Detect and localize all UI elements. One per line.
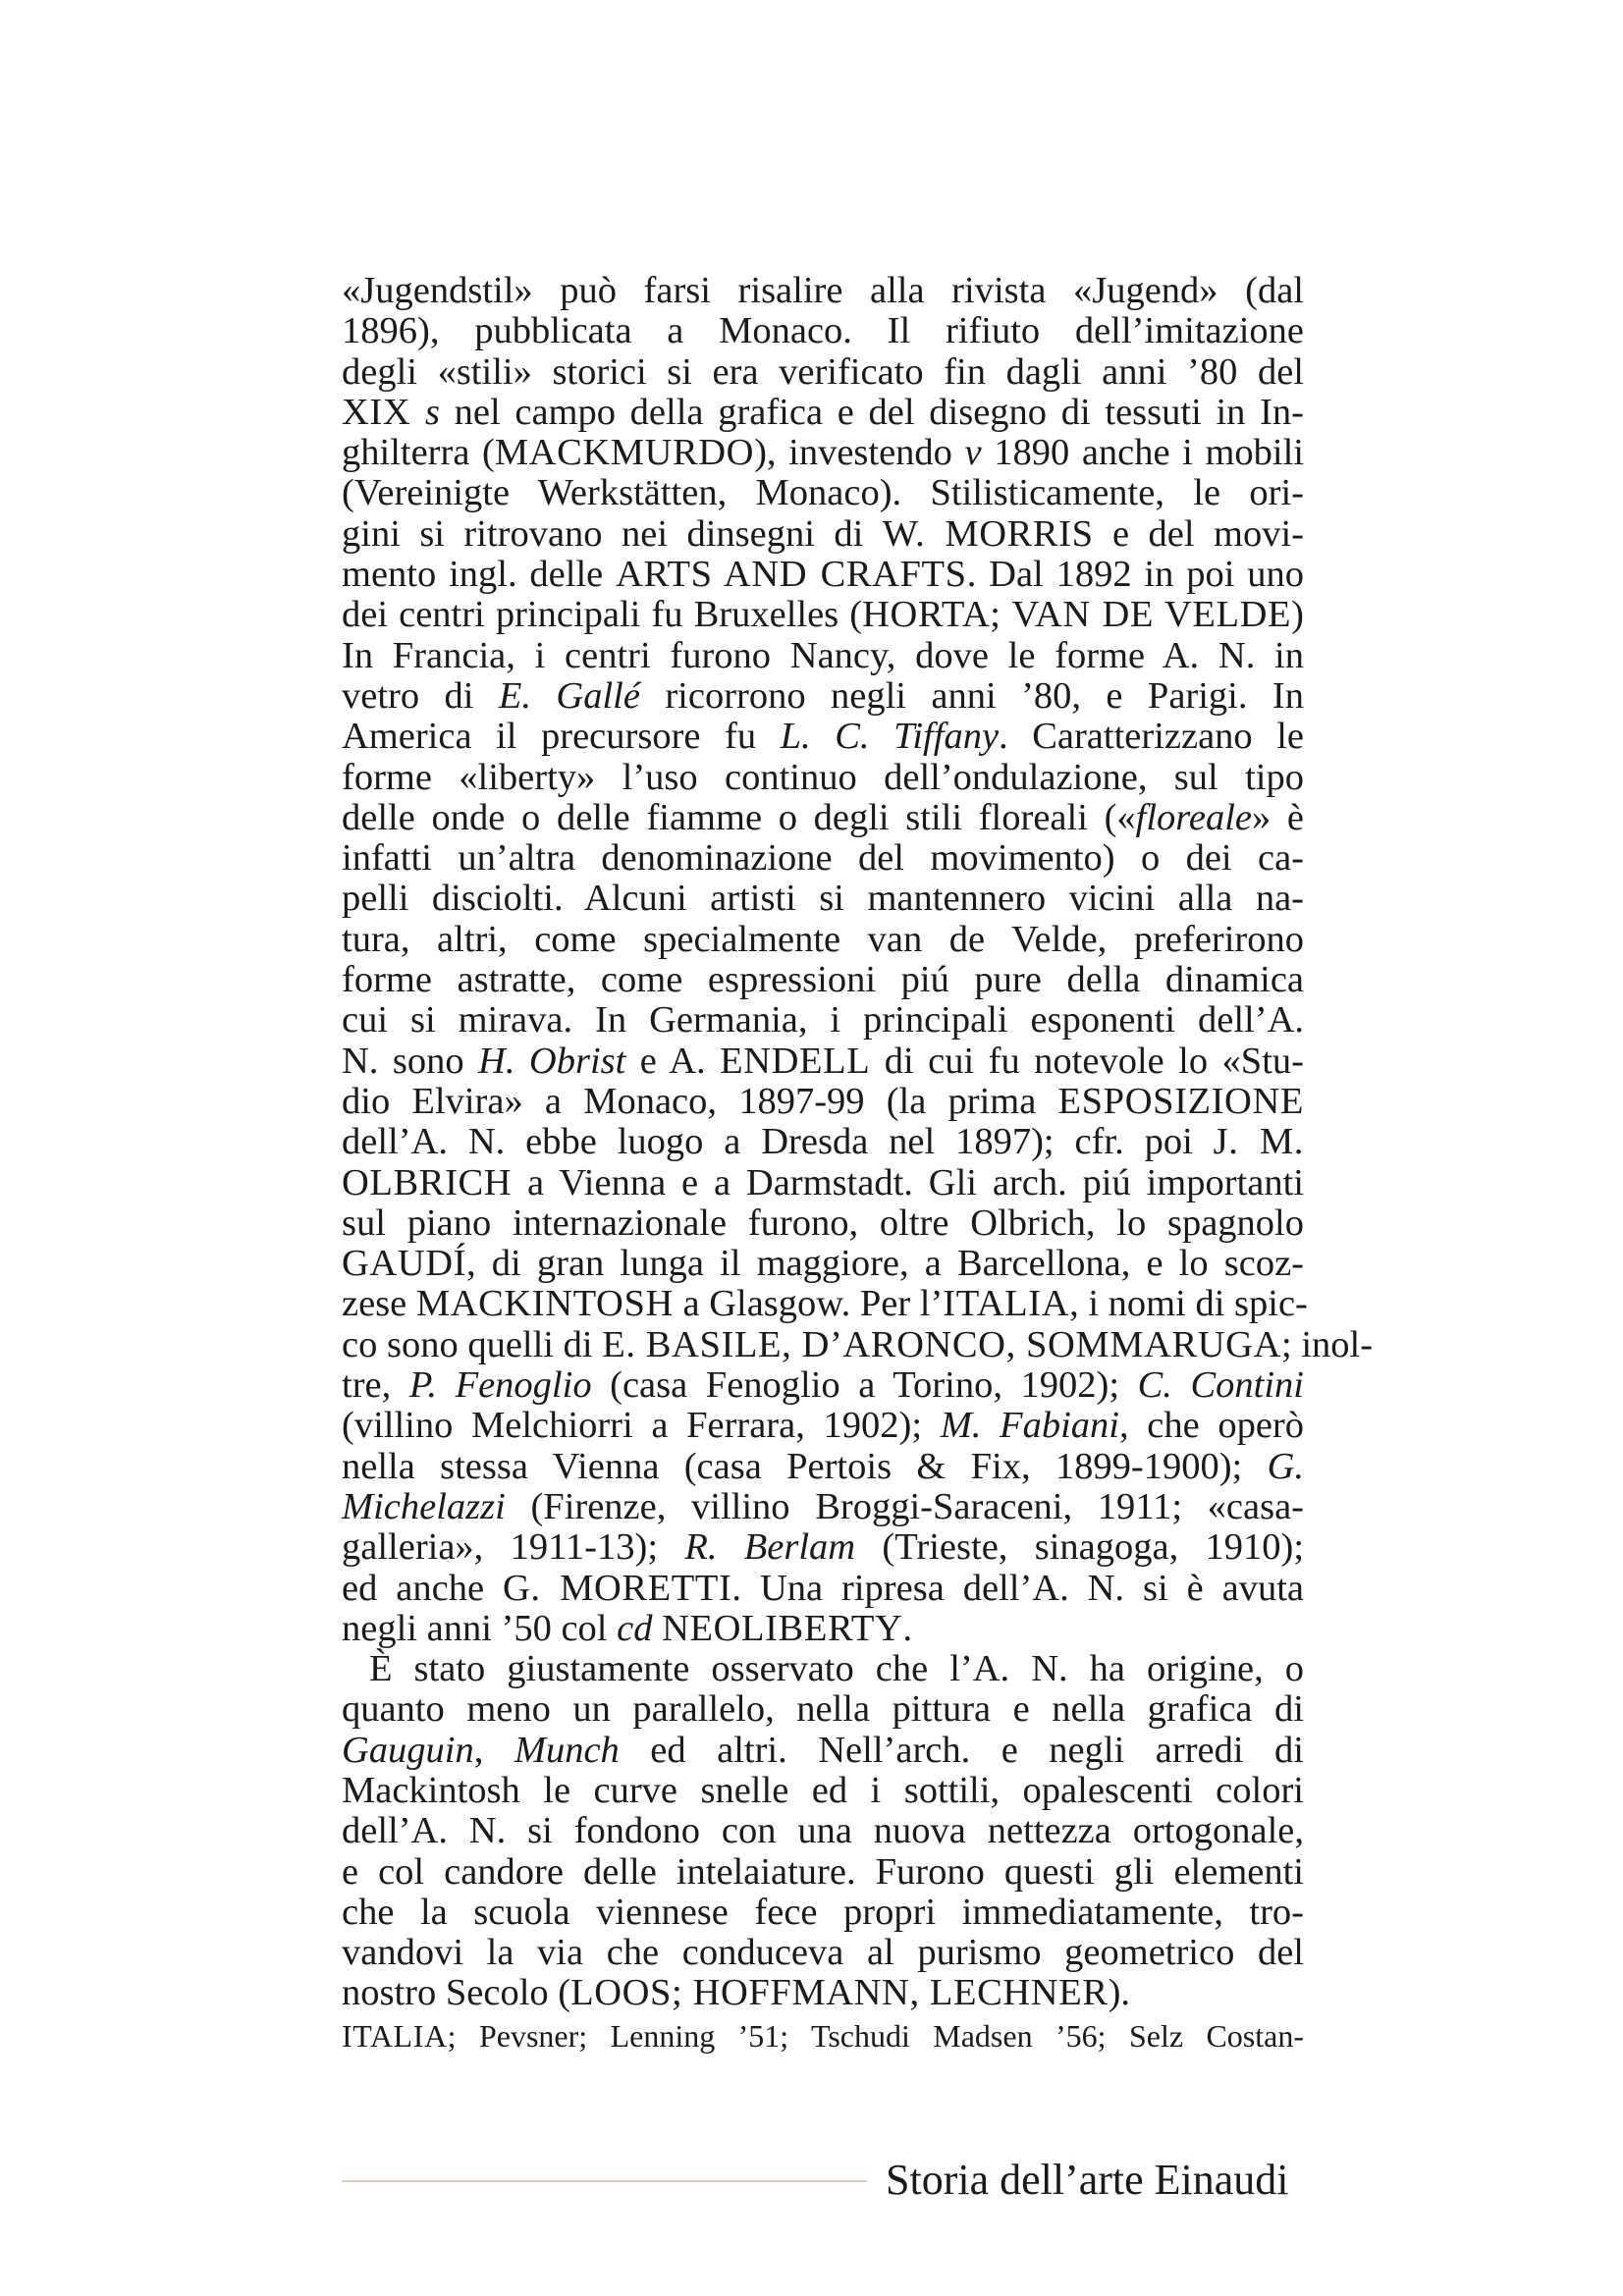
text-line: delle onde o delle fiamme o degli stili floreali («floreale» è [342, 796, 1305, 838]
text-line: nostro Secolo (LOOS; HOFFMANN, LECHNER). [342, 1972, 1131, 2014]
text-line: America il precursore fu L. C. Tiffany. Caratterizzano le [342, 716, 1304, 758]
text-line: Gauguin, Munch ed altri. Nell’arch. e negli arredi di [342, 1729, 1304, 1771]
article-body [342, 270, 1374, 2056]
footer-rule [342, 2180, 867, 2182]
cross-reference: ARTS AND CRAFTS [616, 554, 967, 596]
text-line: forme «liberty» l’uso continuo dell’ondulazione, sul tipo [342, 756, 1304, 798]
cross-reference: ITALIA [342, 2017, 448, 2054]
text-line: pelli disciolti. Alcuni artisti si mantennero vicini alla na- [342, 878, 1304, 920]
text-line: dell’A. N. ebbe luogo a Dresda nel 1897); cfr. poi J. M. [342, 1121, 1304, 1163]
cross-reference: XIX [342, 391, 411, 433]
cross-reference: MACKINTOSH [415, 1283, 674, 1325]
text-line: XIX s nel campo della grafica e del disegno di tessuti in In- [342, 391, 1304, 433]
cross-reference: LOOS; HOFFMANN, LECHNER [570, 1972, 1109, 2014]
text-line: dei centri principali fu Bruxelles (HORTA; VAN DE VELDE) [342, 594, 1304, 636]
cross-reference: W. MORRIS [882, 512, 1094, 555]
text-line: 1896), pubblicata a Monaco. Il rifiuto dell’imitazione [342, 310, 1304, 352]
text-line: OLBRICH a Vienna e a Darmstadt. Gli arch. piú importanti [342, 1161, 1304, 1203]
cross-reference: ESPOSIZIONE [1057, 1080, 1304, 1122]
cross-reference: MACKMURDO [494, 432, 755, 474]
text-line: ghilterra (MACKMURDO), investendo v 1890 anche i mobili [342, 432, 1305, 474]
text-line: nella stessa Vienna (casa Pertois & Fix, 1899-1900); G. [342, 1445, 1304, 1487]
text-line: «Jugendstil» può farsi risalire alla rivista «Jugend» (dal [342, 270, 1304, 311]
text-line: gini si ritrovano nei dinsegni di W. MORRIS e del movi- [342, 512, 1304, 555]
text-line: che la scuola viennese fece propri immediatamente, tro- [342, 1891, 1304, 1933]
text-line: GAUDÍ, di gran lunga il maggiore, a Barcellona, e lo scoz- [342, 1243, 1304, 1285]
cross-reference: HORTA; VAN DE VELDE [862, 594, 1292, 636]
text-line: (Vereinigte Werkstätten, Monaco). Stilisticamente, le ori- [342, 472, 1304, 514]
text-line: Michelazzi (Firenze, villino Broggi-Saraceni, 1911; «casa- [342, 1485, 1304, 1527]
cross-reference: G. MORETTI [502, 1567, 732, 1609]
text-line: cui si mirava. In Germania, i principali esponenti dell’A. [342, 999, 1304, 1041]
text-line: sul piano internazionale furono, oltre Olbrich, lo spagnolo [342, 1201, 1304, 1244]
text-line: vandovi la via che conduceva al purismo geometrico del [342, 1932, 1304, 1974]
text-line: dio Elvira» a Monaco, 1897-99 (la prima ESPOSIZIONE [342, 1080, 1304, 1122]
cross-reference: E. BASILE, D’ARONCO, SOMMARUGA [602, 1323, 1281, 1365]
text-line: tura, altri, come specialmente van de Velde, preferirono [342, 918, 1304, 960]
bibliography: ITALIA; Pevsner; Lenning ’51; Tschudi Madsen ’56; Selz Costan- [342, 2017, 1304, 2054]
text-line: zese MACKINTOSH a Glasgow. Per l’ITALIA, i nomi di spic- [342, 1283, 1308, 1325]
cross-reference: GAUDÍ [342, 1243, 467, 1285]
text-line: dell’A. N. si fondono con una nuova nettezza ortogonale, [342, 1810, 1304, 1852]
text-line: galleria», 1911-13); R. Berlam (Trieste, sinagoga, 1910); [342, 1526, 1305, 1569]
text-line: tre, P. Fenoglio (casa Fenoglio a Torino, 1902); C. Contini [342, 1364, 1305, 1407]
cross-reference: J. M. [1213, 1121, 1304, 1163]
text-line: (villino Melchiorri a Ferrara, 1902); M. Fabiani, che operò [342, 1405, 1305, 1447]
text-line: negli anni ’50 col cd NEOLIBERTY. [342, 1607, 913, 1649]
text-line: degli «stili» storici si era verificato fin dagli anni ’80 del [342, 350, 1304, 393]
text-line: infatti un’altra denominazione del movimento) o dei ca- [342, 837, 1304, 880]
footer-title: Storia dell’arte Einaudi [886, 2156, 1289, 2204]
text-line: In Francia, i centri furono Nancy, dove le forme A. N. in [342, 634, 1304, 676]
text-line: forme astratte, come espressioni piú pure della dinamica [342, 959, 1304, 1001]
text-line: Mackintosh le curve snelle ed i sottili, opalescenti colori [342, 1769, 1304, 1811]
text-line: quanto meno un parallelo, nella pittura e nella grafica di [342, 1688, 1304, 1731]
cross-reference: ENDELL [720, 1040, 871, 1082]
text-line: È stato giustamente osservato che l’A. N. ha origine, o [369, 1648, 1304, 1690]
cross-reference: ITALIA [943, 1283, 1070, 1325]
cross-reference: OLBRICH [342, 1161, 513, 1203]
text-line: co sono quelli di E. BASILE, D’ARONCO, SOMMARUGA; inol- [342, 1323, 1374, 1365]
text-line: vetro di E. Gallé ricorrono negli anni ’80, e Parigi. In [342, 674, 1304, 717]
text-line: e col candore delle intelaiature. Furono questi gli elementi [342, 1850, 1304, 1893]
text-line: mento ingl. delle ARTS AND CRAFTS. Dal 1892 in poi uno [342, 554, 1305, 596]
text-line: N. sono H. Obrist e A. ENDELL di cui fu notevole lo «Stu- [342, 1040, 1304, 1082]
cross-reference: NEOLIBERTY [662, 1607, 903, 1649]
text-line: ed anche G. MORETTI. Una ripresa dell’A. N. si è avuta [342, 1567, 1304, 1609]
